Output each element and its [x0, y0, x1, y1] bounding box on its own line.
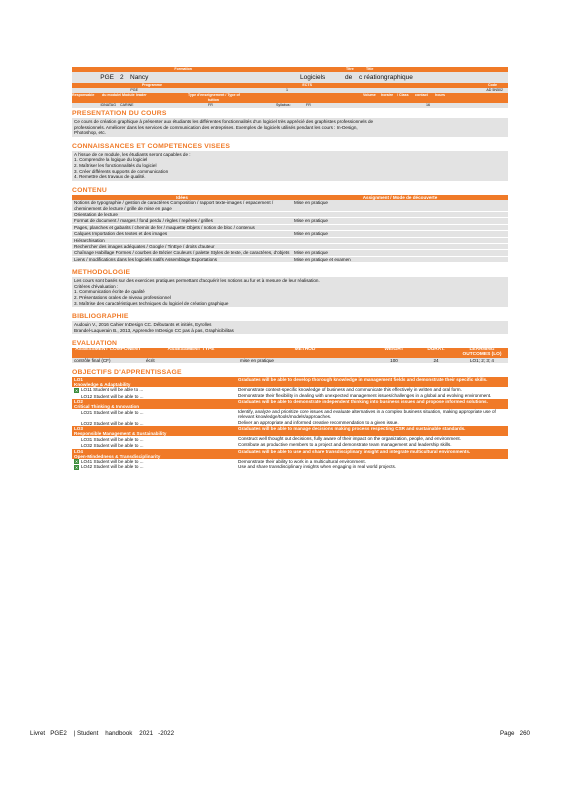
bibliographie-line: Audouin V., 2016 Cahier InDesign CC. Débutants et initiés, Eyrolles [74, 322, 212, 328]
unchecked-icon [74, 409, 79, 414]
eval-weight: 100 [372, 358, 416, 363]
label-formation: Formation [174, 67, 192, 71]
lo-name: Responsible Management & Sustainability [74, 431, 167, 437]
lo-code: LO2 [74, 398, 83, 404]
lo-group-header [72, 399, 508, 409]
lo-group-code-name [72, 399, 236, 409]
contenu-idea: Calques Importation des textes et des images [72, 231, 292, 237]
lo-group-code-name [72, 377, 236, 387]
lo-code: LO4 [74, 448, 83, 454]
lo-item-text: Contribute as productive members to a project and demonstrate team management and leadership skills. [236, 442, 508, 448]
label-type-tuition: Type d'enseignement / Type of tuition [188, 93, 240, 102]
section-title-bibliographie: BIBLIOGRAPHIE [72, 313, 129, 321]
eval-component: contrôle final (CF) [72, 358, 144, 363]
lo-description: Graduates will be able to use and share transdisciplinary insight and integrate multicultural environments. [236, 449, 508, 459]
contenu-idea: Rechercher des images adéquates / Google / TinEye / droits d'auteur [72, 244, 292, 250]
methodologie-line: 3. Maîtrise des caractéristiques techniques du logiciel de création graphique [74, 300, 229, 306]
course-header [72, 67, 508, 108]
label-syllabus: Syllabus: [276, 103, 291, 107]
unchecked-icon [74, 442, 79, 447]
methodologie-line: Les cours sont basés sur des exercices pratiques permettant d'acquérir les notions au fur et à mesure de leur réalisation. [74, 278, 320, 284]
contenu-mode: Mise en pratique [292, 200, 508, 211]
programme-value: PGE [130, 88, 138, 92]
syllabus-language: FR [306, 103, 311, 107]
table-row [72, 358, 508, 363]
contenu-mode: Mise en pratique [292, 250, 508, 256]
eval-duration: 24 [416, 358, 456, 363]
connaissances-line: A l'issue de ce module, les étudiants seront capables de : [74, 151, 191, 157]
unchecked-icon [74, 436, 79, 441]
methodologie-line: 2. Présentations orales de niveau professionnel [74, 295, 171, 300]
methodologie-line: Critères d'évaluation : [74, 283, 119, 289]
section-title-objectifs: OBJECTIFS D'APPRENTISSAGE [72, 368, 182, 376]
ects-value: 1 [286, 88, 288, 92]
lo-description: Graduates will be able to demonstrate independent thinking into business issues and propose informed solutions. [236, 399, 508, 409]
eval-header-lo: LEARNING OUTCOMES (LO) [456, 348, 508, 357]
course-title-2: de [345, 74, 353, 81]
contenu-idea: Chaînage Habillage Formes / courbes de Bézier Couleurs / palette Styles de texte, de caractères, d'objets [72, 250, 292, 256]
lo-description: Graduates will be able to develop thorough knowledge in management fields and demonstrate their specific skills. [236, 377, 508, 387]
contenu-mode: Mise en pratique et examen [292, 256, 508, 262]
header-row-responsable [72, 93, 508, 103]
section-title-contenu: CONTENU [72, 186, 108, 194]
contenu-mode: Mise en pratique [292, 218, 508, 224]
label-hours: hours [435, 93, 445, 97]
section-title-connaissances: CONNAISSANCES ET COMPETENCES VISEES [72, 142, 231, 150]
lo-item-code: LO42 Student will be able to ... [81, 464, 144, 470]
label-volume: Volume [363, 93, 376, 97]
contact-hours: 16 [426, 103, 430, 107]
presentation-line: Photoshop, etc. [74, 130, 106, 136]
lo-item-text: Identify, analyze and prioritize core issues and evaluate alternatives in a complex business situation, making appropriate use of relevant knowledge/tools/models/approaches. [236, 409, 508, 419]
section-title-methodologie: METHODOLOGIE [72, 269, 131, 277]
eval-method: mise en pratique [238, 358, 372, 363]
eval-header-weight: WEIGHT [372, 348, 416, 357]
lo-item-code: LO21 Student will be able to ... [81, 410, 144, 416]
table-row [72, 256, 508, 262]
lo-item-text: Demonstrate their flexibility in dealing with unexpected management issues/challenges in a global and evolving environment. [236, 393, 508, 399]
lo-item-code: LO31 Student will be able to ... [81, 437, 144, 443]
bibliographie-box [72, 321, 508, 334]
tuition-language: FR [208, 103, 213, 107]
eval-header-method: METHOD [238, 348, 372, 357]
lo-item-code: LO41 Student will be able to ... [81, 459, 144, 465]
lo-name: Open-Mindedness & Transdisciplinarity [74, 453, 161, 459]
label-contact: contact [415, 93, 428, 97]
eval-header-type: ASSESSMENT TYPE [144, 348, 238, 357]
evaluation-table [72, 348, 508, 363]
footer-page-label: Page [500, 730, 515, 737]
presentation-box [72, 118, 508, 137]
unchecked-icon [74, 393, 79, 398]
lo-group-header [72, 426, 508, 436]
bibliographie-line: Brandel-Laquerain B., 2013, Apprendre InDesign CC pas à pas, Graphicibilitas [74, 327, 234, 333]
lo-item-code-cell [72, 409, 236, 419]
lo-item-row [72, 464, 508, 469]
contenu-idea: Pages, planches et gabarits / chemin de fer / maquette Objets / notion de bloc / contenus [72, 224, 292, 230]
label-title: Title [366, 67, 374, 71]
leader-name-2: CARINE [120, 103, 134, 107]
course-title-1: Logiciels [300, 74, 326, 81]
lo-item-text: Demonstrate context-specific knowledge of business and communicate this effectively in written and oral form. [236, 387, 508, 392]
label-class: / Class [397, 93, 409, 97]
contenu-table [72, 195, 508, 263]
methodologie-box [72, 277, 508, 307]
header-row-leader-values [72, 103, 508, 108]
label-ects: ECTS [302, 83, 312, 87]
methodologie-line: 1. Communication écrite de qualité [74, 289, 145, 295]
contenu-header-ideas: Idées [72, 195, 292, 200]
label-module: / Module [120, 93, 135, 97]
label-titre: Titre [346, 67, 354, 71]
eval-type: écrit [144, 358, 238, 363]
presentation-line: Ce cours de création graphique à présenter aux étudiants les différentes fonctionnalités d'un logiciel très apprécié des graphistes professionnels de [74, 119, 374, 124]
lo-code: LO3 [74, 425, 83, 431]
lo-code: LO1 [74, 376, 83, 382]
lo-description: Graduates will be able to manage decisions making process respecting CSR and sustainable standards. [236, 426, 508, 436]
lo-item-code: LO11 Student will be able to ... [81, 387, 144, 393]
connaissances-line: 1. Comprendre la logique du logiciel [74, 157, 148, 163]
code-value: AD 5N502 [486, 88, 503, 92]
checked-icon: ✕ [74, 459, 79, 465]
lo-item-code-cell [72, 464, 236, 469]
presentation-line: professionnels. Améliorer dans les services de communication des entreprises. Exemples de logiciels utilisés pendant les cours : In-Design, [74, 124, 358, 130]
lo-item-text: Deliver an appropriate and informed creative recommendation to a given issue. [236, 420, 508, 426]
lo-item-code: LO12 Student will be able to ... [81, 393, 144, 399]
program-code: PGE [100, 74, 114, 81]
page-footer [30, 730, 530, 737]
eval-header-component: ASSESSMENT COMPONENT [72, 348, 144, 357]
section-title-presentation: PRESENTATION DU COURS [72, 110, 167, 117]
lo-item-row [72, 387, 508, 392]
lo-group-header [72, 377, 508, 387]
campus: Nancy [130, 74, 149, 81]
contenu-idea: Hiérarchisation [72, 237, 292, 243]
contenu-mode: Mise en pratique [292, 231, 508, 237]
lo-item-text: Use and share transdisciplinary insights when engaging in real world projects. [236, 464, 508, 469]
label-responsable: Responsable [72, 93, 95, 97]
label-code: Code [488, 83, 497, 87]
course-title-3: c réationgraphique [359, 74, 413, 81]
lo-item-row [72, 409, 508, 419]
lo-name: Critical Thinking & Innovation [74, 404, 140, 410]
objectifs-table [72, 377, 508, 470]
page-number: 260 [519, 730, 530, 737]
leader-name-1: IDNATAG [100, 103, 116, 107]
contenu-header-assignment: Assignment / Mode de découverte [292, 195, 508, 200]
checked-icon: ✕ [74, 387, 79, 393]
footer-page [500, 730, 530, 737]
connaissances-line: 2. Maîtriser les fonctionnalités du logiciel [74, 162, 157, 168]
connaissances-line: 4. Remettre des travaux de qualité. [74, 174, 146, 180]
section-title-evaluation: EVALUATION [72, 340, 118, 348]
contenu-idea: Liens / modifications dans les logiciels natifs Assemblage Exportations [72, 256, 292, 262]
lo-item-code: LO32 Student will be able to ... [81, 443, 144, 449]
checked-icon: ✕ [74, 464, 79, 470]
eval-lo: LO1; 2; 3; 4 [456, 358, 508, 363]
label-programme: Programme [142, 83, 162, 87]
eval-header-duration: DURAT. [416, 348, 456, 357]
contenu-idea: Notions de typographie / gestion de caractères Composition / rapport texte-images / espacement / cheminement de lecture / grille de mise en page [72, 200, 292, 211]
lo-group-code-name [72, 426, 236, 436]
label-horaire: horaire [381, 93, 394, 97]
table-row [72, 200, 508, 211]
unchecked-icon [74, 420, 79, 425]
program-year: 2 [120, 74, 124, 81]
lo-group-code-name [72, 449, 236, 459]
header-row-course [72, 72, 508, 83]
lo-group-header [72, 449, 508, 459]
syllabus-page [72, 67, 508, 470]
lo-item-text: Demonstrate their ability to work in a multicultural environment. [236, 459, 508, 464]
label-leader: leader [136, 93, 147, 97]
lo-item-code: LO22 Student will be able to ... [81, 420, 144, 426]
lo-name: Knowledge & Adaptability [74, 382, 131, 388]
lo-item-text: Construct well thought out decisions, fully aware of their impact on the organization, people, and environment. [236, 436, 508, 442]
contenu-idea: Orientation de lecture [72, 211, 292, 217]
label-module-du: du module [102, 93, 120, 97]
connaissances-box [72, 151, 508, 181]
connaissances-line: 3. Créer différents supports de communication [74, 168, 169, 174]
contenu-idea: Format de document / marges / fond perdu / règles / repères / grilles [72, 218, 292, 224]
footer-handbook: Livret PGE2 | Student handbook 2021 -2022 [30, 730, 175, 737]
